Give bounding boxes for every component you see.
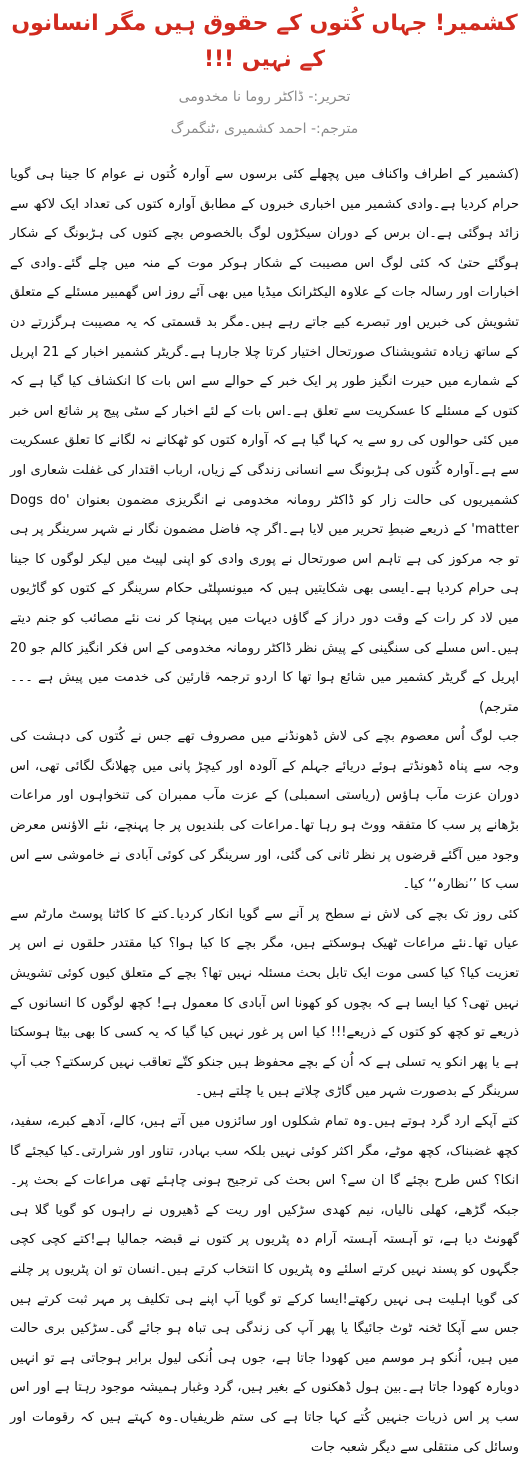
article-paragraph: کئی روز تک بچے کی لاش نے سطح پر آنے سے گویا انکار کردیا۔کتے کا کاٹنا پوسٹ مارٹم سے عیاں تھا۔نئے مراعات ٹھیک ہوسکتے ہیں، مگر بچے کا کیا ہوا؟ کیا مقتدر حلقوں نے اس پر تعزیت کیا؟ کیا کسی موت ایک تابل بحث مسئلہ نہیں تھا؟ بچے کے متعلق کیوں کوئی تشویش نہیں تھی؟ کیا ایسا ہے کہ بچوں کو کھونا اس آبادی کا معمول ہے! کچھ لوگوں کا انسانوں کے ذریعے تو کچھ کو کتوں کے ذریعے!!! کیا اس پر غور نہیں کیا گیا کہ یہ کسی کا بھی بیٹا ہوسکتا ہے یا پھر انکو یہ تسلی ہے کہ اُن کے بچے محفوظ ہیں جنکو کتّے تعاقب نہیں کرسکتے؟ جب آپ سرینگر کے بدصورت شہر میں گاڑی چلاتے ہیں یا چلتے ہیں۔ bbox=[10, 906, 519, 1100]
author-byline: تحریر:- ڈاکٹر روما نا مخدومی bbox=[178, 89, 351, 105]
article-body bbox=[10, 160, 519, 1462]
translator-byline: مترجم:- احمد کشمیری ،ٹنگمرگ bbox=[170, 121, 359, 137]
article-paragraph: کتے آپکے ارد گرد ہوتے ہیں۔وہ تمام شکلوں اور سائزوں میں آتے ہیں، کالے، آدھے کبرے، سفید، کچھ غضبناک، کچھ موٹے، مگر اکثر کوئی نہیں بلکہ سب بہادر، تناور اور شرارتی۔کیا کیجئے گا انکا؟ کس طرح بچئے گا ان سے؟ اس بحث کی ترجیح ہونی چاہئے تھی مراعات کے بحث پر۔جبکہ گڑھے، کھلی نالیاں، نیم کھدی سڑکیں اور ریت کے ڈھیروں نے راہوں کو گویا گلا ہی گھونٹ دیا ہے، تو آہستہ آہستہ آرام دہ پٹریوں پر کتوں نے قبضہ جمالیا ہے!کتے کچی کچی جگہوں کو پسند نہیں کرتے اسلئے وہ پٹریوں کا انتخاب کرتے ہیں۔انسان تو ان پٹریوں پر چلنے کی گویا اہلیت ہی نہیں رکھتے!ایسا کرکے تو گویا آپ اپنے ہی تکلیف پر مہر ثبت کرتے ہیں جس سے آپکا ٹخنہ ٹوٹ جائیگا یا پھر آپ کی زندگی ہی تباہ ہو جائے گی۔سڑکیں بری حالت میں ہیں، اُنکو ہر موسم میں کھودا جاتا ہے، جوں ہی اُنکی لیول برابر ہوجاتی ہے تو انہیں دوبارہ کھودا جاتا ہے۔بین ہول ڈھکنوں کے بغیر ہیں، گرد وغبار ہمیشہ موجود رہتا ہے اور اس سب پر اس ذریات جنہیں کُتے کہا جاتا ہے کی ستم ظریفیاں۔وہ کہتے ہیں کہ رقومات اور وسائل کی منتقلی سے دیگر شعبہ جات bbox=[10, 1114, 519, 1455]
article-paragraph: (کشمیر کے اطراف واکناف میں پچھلے کئی برسوں سے آوارہ کُتوں نے عوام کا جینا ہی گویا حرام کردیا ہے۔وادی کشمیر میں اخباری خبروں کے مطابق آوارہ کتوں کی تعداد ایک لاکھ سے زائد ہوگئی ہے۔ان برس کے دوران سیکڑوں لوگ بالخصوص بچے کتوں کی ہڑبونگ کے شکار ہوگئے حتیٰ کہ کئی لوگ اس مصیبت کے شکار ہوکر موت کے منہ میں چلے گئے۔وادی کے اخبارات اور رسالہ جات کے علاوہ الیکٹرانک میڈیا میں بھی آئے روز اس گھمبیر مسئلے کے متعلق تشویش کی خبریں اور تبصرے کیے جاتے رہے ہیں۔مگر بد قسمتی کہ یہ مصیبت ہرگزرتے دن کے ساتھ زیادہ تشویشناک صورتحال اختیار کرتا چلا جارہا ہے۔گریٹر کشمیر اخبار کے 21 اپریل کے شمارے میں حیرت انگیز طور پر ایک خبر کے حوالے سے اس بات کا انکشاف کیا گیا ہے کہ کتوں کے مسئلے کا عسکریت سے تعلق ہے۔اس بات کے لئے اخبار کے سٹی پیج پر شائع اس خبر میں کئی حوالوں کی رو سے یہ کہا گیا ہے کہ آوارہ کتوں کو ٹھکانے نہ لگانے کا تعلق عسکریت سے ہے۔آوارہ کُتوں کی ہڑبونگ سے انسانی زندگی کے زیاں، ارباب اقتدار کی غفلت شعاری اور کشمیریوں کی حالت زار کو ڈاکٹر رومانہ مخدومی نے انگریزی مضمون بعنوان 'Dogs do matter' کے ذریعے ضبطِ تحریر میں لایا ہے۔اگر چہ فاضل مضمون نگار نے شہر سرینگر پر ہی تو جہ مرکوز کی ہے تاہم اس صورتحال نے پوری وادی کو اپنی لپیٹ میں لیکر لوگوں کا جینا ہی حرام کردیا ہے۔ایسی بھی شکایتیں ہیں کہ میونسپلٹی حکام سرینگر کے کتوں کو گاڑیوں میں لاد کر رات کے وقت دور دراز کے گاؤں دیہات میں پہنچا کر نت نئے مصائب کو جنم دیتے ہیں۔اس مسلے کی سنگینی کے پیش نظر ڈاکٹر رومانہ مخدومی کے اس فکر انگیز کالم جو 20 اپریل کے گریٹر کشمیر میں شائع ہوا تھا کا اردو ترجمہ قارئین کی خدمت میں پیش ہے ۔۔۔مترجم) bbox=[10, 167, 520, 715]
article-paragraph: جب لوگ اُس معصوم بچے کی لاش ڈھونڈنے میں مصروف تھے جس نے کُتوں کی دہشت کی وجہ سے پناہ ڈھونڈتے ہوئے دریائے جہلم کے آلودہ اور کیچڑ پانی میں چھلانگ لگائی تھی، اس دوران عزت مآب ہاؤس (ریاستی اسمبلی) کے عزت مآب ممبران کی تنخواہوں اور مراعات بڑھانے پر سب کا متفقہ ووٹ ہو رہا تھا۔مراعات کی بلندیوں پر جا پہنچے، نئے الاؤنس معرض وجود میں آگئے قرضوں پر نظر ثانی کی گئی، اور سرینگر کی کوئی آبادی نے خاموشی سے اس سب کا ’’نظارہ‘‘ کیا۔ bbox=[10, 729, 519, 893]
article-title: کشمیر! جہاں کُتوں کے حقوق ہیں مگر انسانوں کے نہیں !!! bbox=[11, 11, 518, 72]
